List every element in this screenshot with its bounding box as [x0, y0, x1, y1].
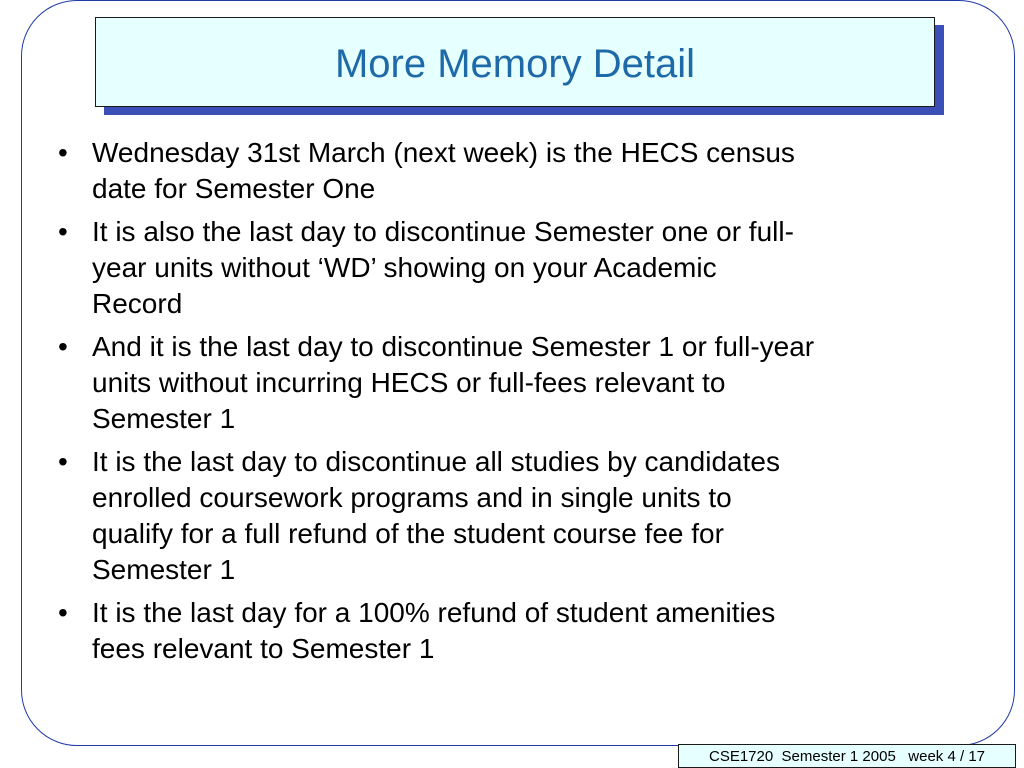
bullet-item [52, 214, 987, 322]
bullet-icon: • [58, 331, 68, 362]
bullet-icon: • [58, 137, 68, 168]
slide-title: More Memory Detail [334, 42, 696, 86]
footer-text: CSE1720 Semester 1 2005 week 4 / 17 [709, 747, 985, 765]
bullet-text: Wednesday 31st March (next week) is the HECS census date for Semester One [92, 137, 795, 204]
bullet-icon: • [58, 216, 68, 247]
bullet-text: And it is the last day to discontinue Semester 1 or full-year units without incurring HECS or full-fees relevant to Semester 1 [92, 331, 815, 434]
bullet-item [52, 329, 987, 437]
title-box [95, 17, 935, 107]
bullet-list [52, 135, 987, 674]
bullet-item [52, 135, 987, 207]
bullet-text: It is also the last day to discontinue Semester one or full- year units without ‘WD’ showing on your Academic Record [92, 216, 794, 319]
footer-box [678, 744, 1016, 768]
bullet-text: It is the last day for a 100% refund of student amenities fees relevant to Semester 1 [92, 597, 776, 664]
bullet-item [52, 444, 987, 588]
bullet-item [52, 595, 987, 667]
bullet-icon: • [58, 597, 68, 628]
bullet-text: It is the last day to discontinue all studies by candidates enrolled coursework programs and in single units to qualify for a full refund of the student course fee for Semester 1 [92, 446, 780, 585]
bullet-icon: • [58, 446, 68, 477]
